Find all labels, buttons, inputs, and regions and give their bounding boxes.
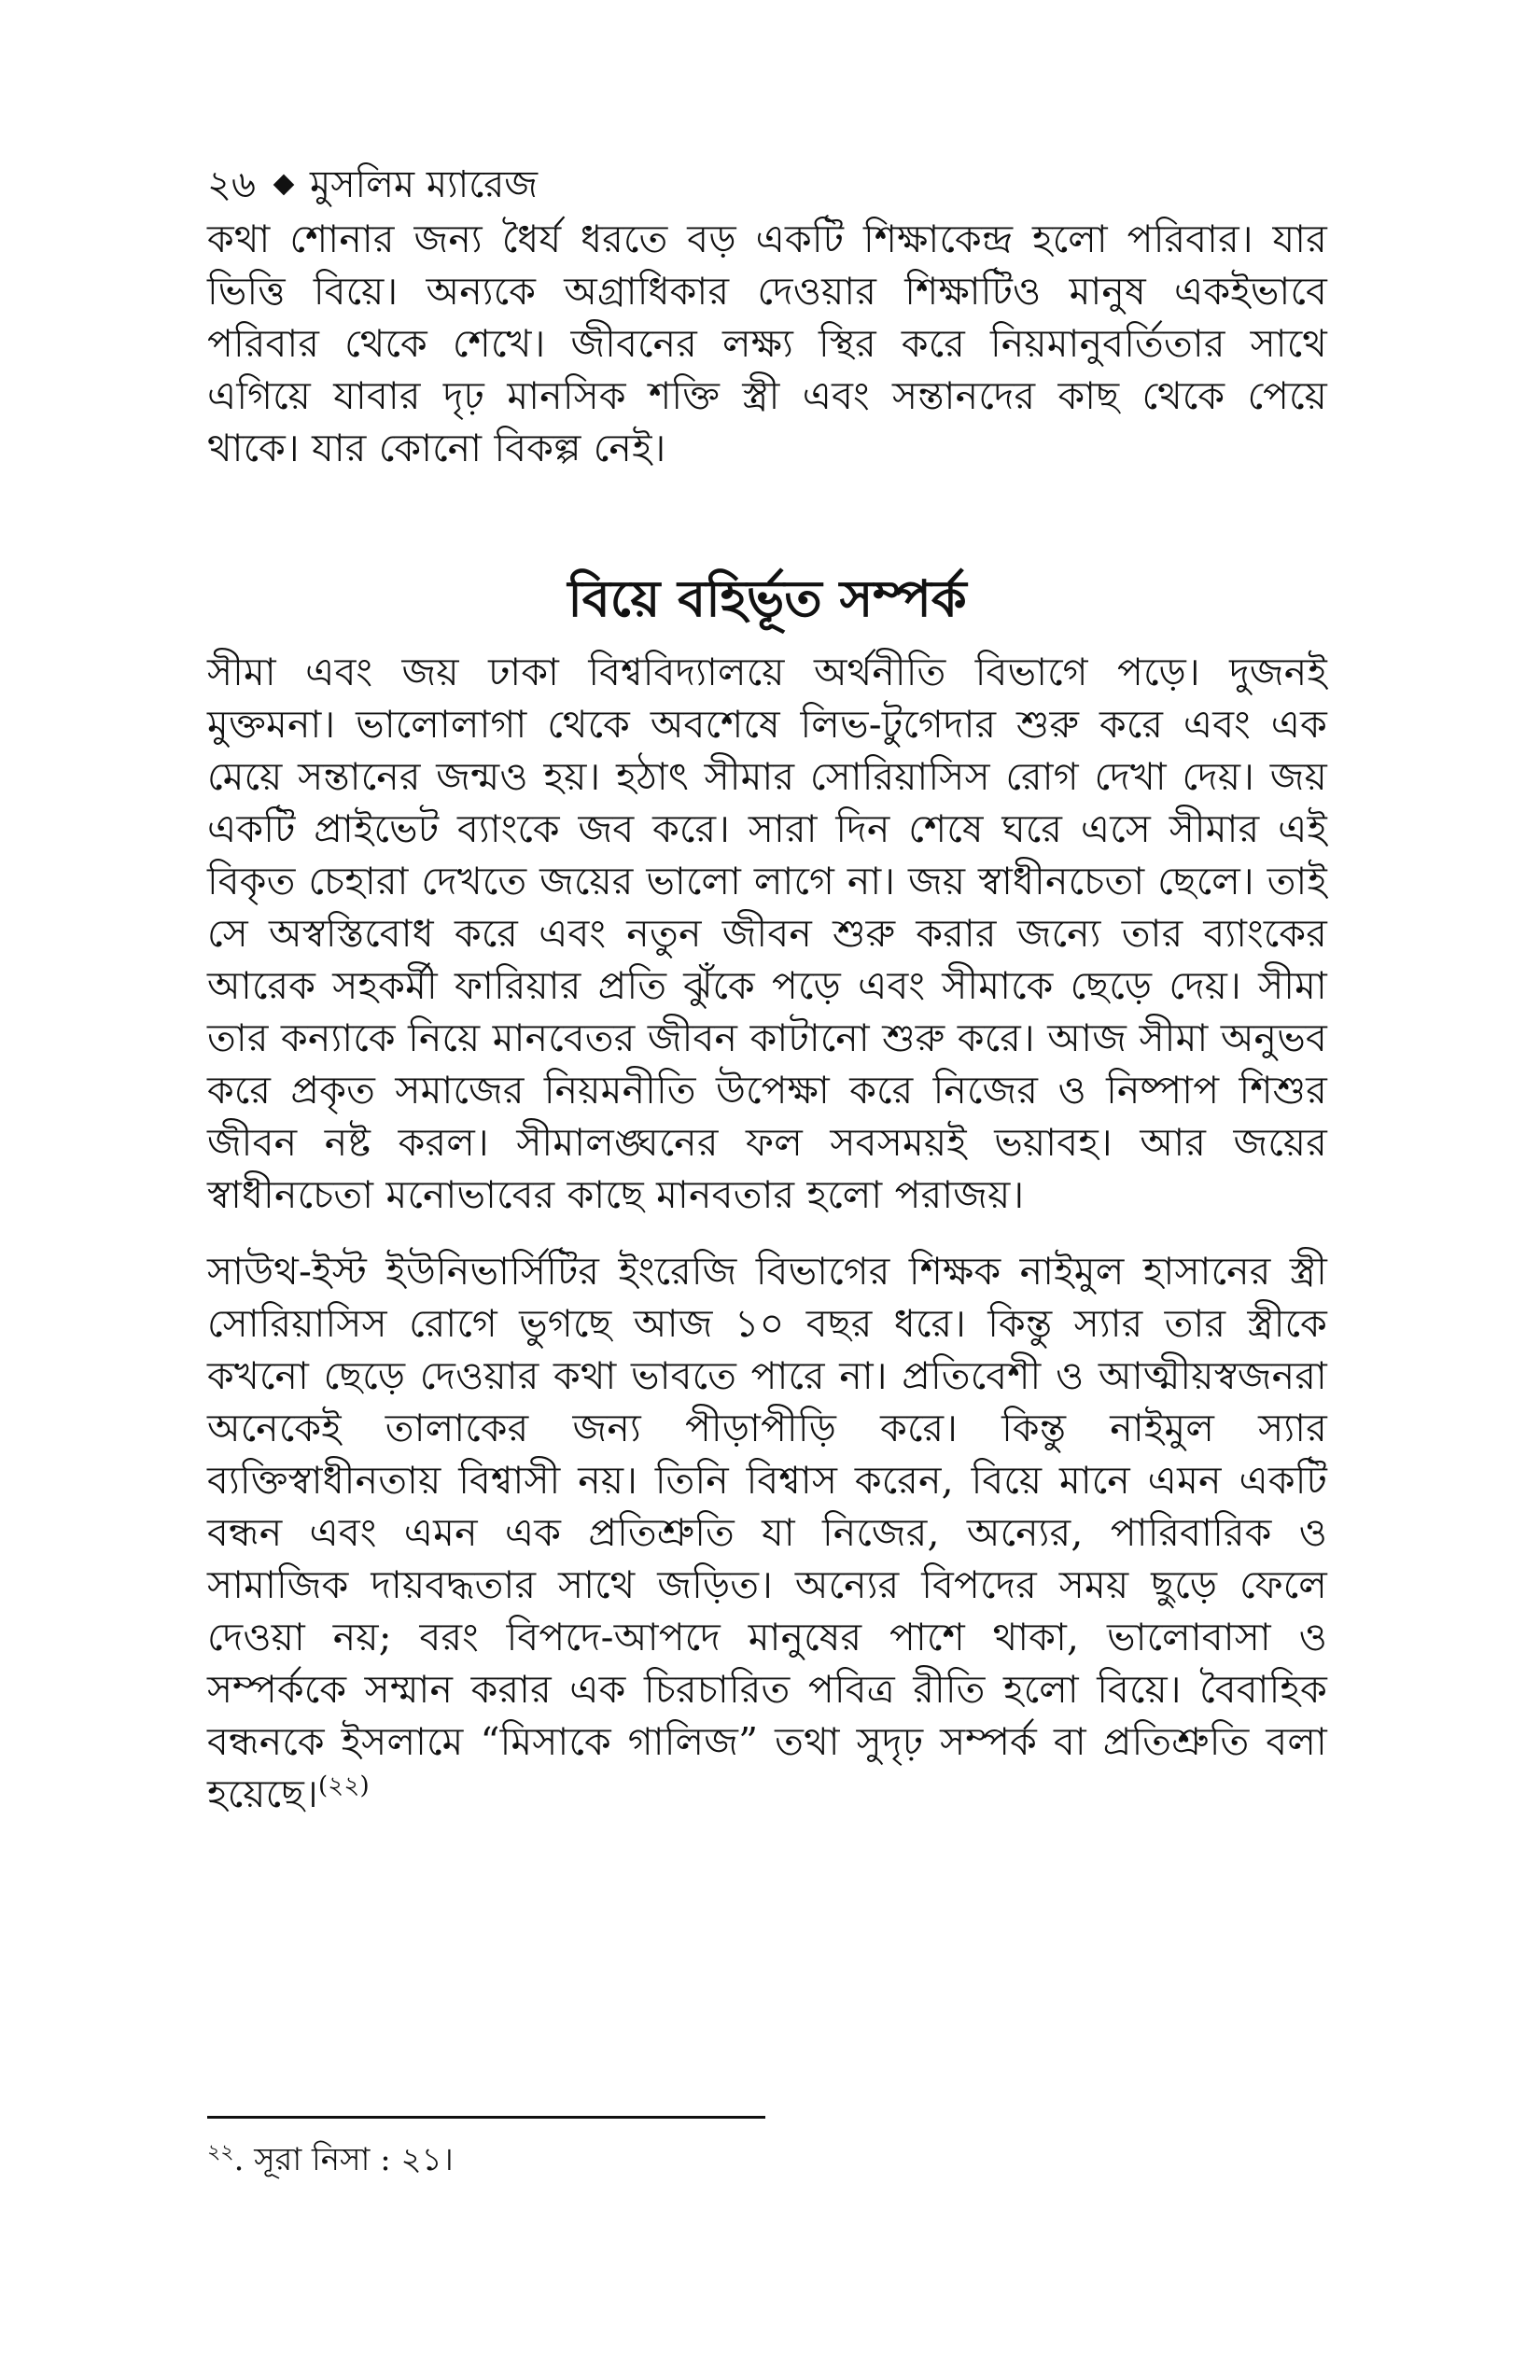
diamond-separator-icon <box>273 175 295 196</box>
running-header <box>207 159 1327 211</box>
footnote <box>207 2139 454 2180</box>
intro-paragraph: কথা শোনার জন্য ধৈর্য ধরতে বড় একটি শিক্ষাকেন্দ্র হলো পরিবার। যার ভিত্তি বিয়ে। অন্যকে অগ্রাধিকার দেওয়ার শিক্ষাটিও মানুষ একইভাবে পরিবার থেকে শেখে। জীবনের লক্ষ্য স্থির করে নিয়মানুবর্তিতার সাথে এগিয়ে যাবার দৃঢ় মানসিক শক্তি স্ত্রী এবং সন্তানদের কাছ থেকে পেয়ে থাকে। যার কোনো বিকল্প নেই। <box>207 217 1327 470</box>
footnote-text: . সূরা নিসা : ২১। <box>233 2141 454 2178</box>
footnote-divider <box>207 2116 765 2119</box>
story-paragraph-2 <box>207 1245 1327 1820</box>
book-title: মুসলিম ম্যারেজ <box>310 163 539 206</box>
section-heading: বিয়ে বহির্ভূত সম্পর্ক <box>567 568 967 628</box>
book-page <box>207 159 1327 1820</box>
page-number: ২৬ <box>207 163 257 206</box>
footnote-marker: ২২ <box>207 2140 234 2164</box>
story-paragraph-1: সীমা এবং জয় ঢাকা বিশ্ববিদ্যালয়ে অর্থনীতি বিভাগে পড়ে। দুজনই মুক্তমনা। ভালোলাগা থেকে অবশেষে লিভ-টুগেদার শুরু করে এবং এক মেয়ে সন্তানের জন্মও হয়। হঠাৎ সীমার সোরিয়াসিস রোগ দেখা দেয়। জয় একটি প্রাইভেট ব্যাংকে জব করে। সারা দিন শেষে ঘরে এসে সীমার এই বিকৃত চেহারা দেখতে জয়ের ভালো লাগে না। জয় স্বাধীনচেতা ছেলে। তাই সে অস্বস্তিবোধ করে এবং নতুন জীবন শুরু করার জন্যে তার ব্যাংকের আরেক সহকর্মী ফারিয়ার প্রতি ঝুঁকে পড়ে এবং সীমাকে ছেড়ে দেয়। সীমা তার কন্যাকে নিয়ে মানবেতর জীবন কাটানো শুরু করে। আজ সীমা অনুভব করে প্রকৃত সমাজের নিয়মনীতি উপেক্ষা করে নিজের ও নিষ্পাপ শিশুর জীবন নষ্ট করল। সীমালঙ্ঘনের ফল সবসময়ই ভয়াবহ। আর জয়ের স্বাধীনচেতা মনোভাবের কাছে মানবতার হলো পরাজয়। <box>207 650 1327 1217</box>
footnote-reference: (২২) <box>317 1771 370 1800</box>
story-paragraph-2-text: সাউথ-ইস্ট ইউনিভার্সিটির ইংরেজি বিভাগের শিক্ষক নাইমুল হাসানের স্ত্রী সোরিয়াসিস রোগে ভুগছে আজ ১০ বছর ধরে। কিন্তু স্যার তার স্ত্রীকে কখনো ছেড়ে দেওয়ার কথা ভাবতে পারে না। প্রতিবেশী ও আত্মীয়স্বজনরা অনেকেই তালাকের জন্য পীড়াপীড়ি করে। কিন্তু নাইমুল স্যার ব্যক্তিস্বাধীনতায় বিশ্বাসী নয়। তিনি বিশ্বাস করেন, বিয়ে মানে এমন একটি বন্ধন এবং এমন এক প্রতিশ্রুতি যা নিজের, অন্যের, পারিবারিক ও সামাজিক দায়বদ্ধতার সাথে জড়িত। অন্যের বিপদের সময় ছুড়ে ফেলে দেওয়া নয়; বরং বিপদে-আপদে মানুষের পাশে থাকা, ভালোবাসা ও সম্পর্ককে সম্মান করার এক চিরচারিত পবিত্র রীতি হলো বিয়ে। বৈবাহিক বন্ধনকে ইসলামে “মিসাকে গালিজ” তথা সুদৃঢ় সম্পর্ক বা প্রতিশ্রুতি বলা হয়েছে। <box>207 1249 1327 1816</box>
